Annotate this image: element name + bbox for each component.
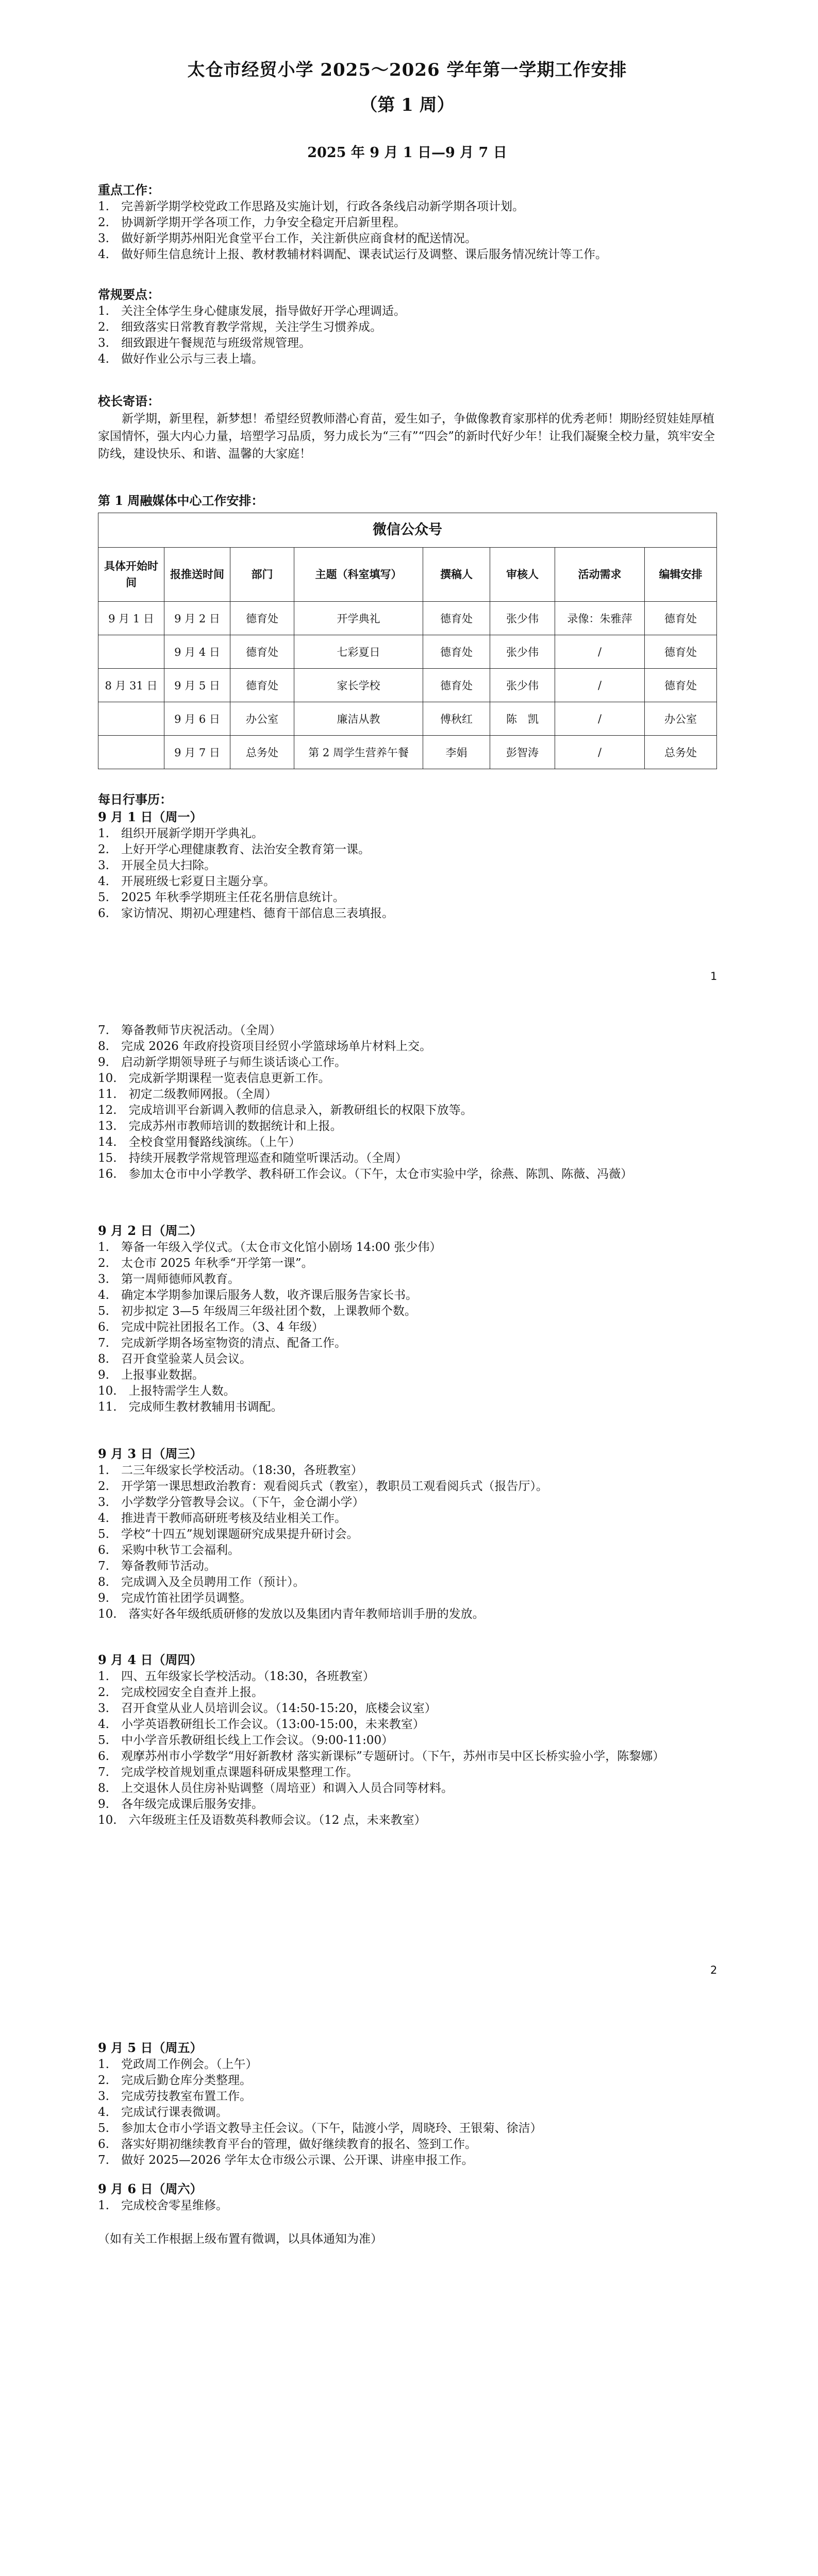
table-header-row (98, 548, 717, 602)
table-cell: 德育处 (230, 635, 294, 669)
list-item: 6. 观摩苏州市小学数学“用好新教材 落实新课标”专题研讨。（下午，苏州市吴中区长桥实验小学，陈黎娜） (98, 1750, 665, 1763)
list-item: 4. 推进青干教师高研班考核及结业相关工作。 (98, 1512, 346, 1525)
friday-section (98, 2039, 716, 2168)
table-cell (98, 736, 164, 769)
table-cell: 总务处 (645, 736, 717, 769)
list-item: 1. 完成校舍零星维修。 (98, 2199, 228, 2212)
adjustment-note: （如有关工作根据上级布置有微调，以具体通知为准） (98, 2232, 382, 2246)
list-item: 3. 召开食堂从业人员培训会议。（14:50-15:20，底楼会议室） (98, 1702, 437, 1715)
table-cell: 德育处 (423, 669, 490, 702)
table-cell: 办公室 (230, 702, 294, 736)
column-header: 活动需求 (555, 548, 645, 602)
list-item: 3. 小学数学分管教导会议。（下午，金仓湖小学） (98, 1496, 364, 1509)
list-item: 4. 确定本学期参加课后服务人数，收齐课后服务告家长书。 (98, 1289, 418, 1302)
media-heading: 第 1 周融媒体中心工作安排： (98, 493, 264, 508)
monday-continued (98, 1023, 716, 1182)
list-item: 8. 完成 2026 年政府投资项目经贸小学篮球场单片材料上交。 (98, 1040, 432, 1053)
column-header: 编辑安排 (645, 548, 717, 602)
table-cell: 9 月 7 日 (164, 736, 230, 769)
list-item: 7. 完成学校首规划重点课题科研成果整理工作。 (98, 1766, 358, 1779)
table-cell: 张少伟 (490, 669, 555, 702)
date-range: 2025 年 9 月 1 日—9 月 7 日 (307, 145, 507, 161)
list-item: 1. 完善新学期学校党政工作思路及实施计划，行政各条线启动新学期各项计划。 (98, 200, 524, 213)
table-row (98, 635, 717, 669)
routine-section (98, 286, 716, 367)
daily-section (98, 791, 716, 922)
list-item: 15. 持续开展教学常规管理巡查和随堂听课活动。（全周） (98, 1151, 408, 1165)
routine-heading: 常规要点： (98, 287, 160, 302)
table-caption: 微信公众号 (98, 513, 717, 548)
column-header: 报推送时间 (164, 548, 230, 602)
day-heading-sat: 9 月 6 日（周六） (98, 2181, 203, 2196)
day-heading-tue: 9 月 2 日（周二） (98, 1223, 203, 1238)
list-item: 8. 上交退休人员住房补贴调整（周培亚）和调入人员合同等材料。 (98, 1782, 453, 1795)
table-row (98, 602, 717, 635)
table-cell: 第 2 周学生营养午餐 (294, 736, 423, 769)
list-item: 10. 完成新学期课程一览表信息更新工作。 (98, 1072, 330, 1085)
table-cell: 德育处 (230, 602, 294, 635)
day-heading-mon: 9 月 1 日（周一） (98, 809, 203, 824)
table-cell: 家长学校 (294, 669, 423, 702)
table-row (98, 736, 717, 769)
list-item: 8. 完成调入及全员聘用工作（预计）。 (98, 1575, 305, 1589)
table-cell: / (555, 736, 645, 769)
list-item: 12. 完成培训平台新调入教师的信息录入，新教研组长的权限下放等。 (98, 1104, 473, 1117)
principal-heading: 校长寄语： (98, 394, 160, 409)
list-item: 3. 做好新学期苏州阳光食堂平台工作，关注新供应商食材的配送情况。 (98, 232, 477, 245)
table-cell: 张少伟 (490, 602, 555, 635)
list-item: 9. 启动新学期领导班子与师生谈话谈心工作。 (98, 1056, 346, 1069)
table-cell: 9 月 2 日 (164, 602, 230, 635)
list-item: 8. 召开食堂验菜人员会议。 (98, 1352, 252, 1366)
list-item: 6. 完成中院社团报名工作。（3、4 年级） (98, 1320, 324, 1334)
table-cell: 德育处 (645, 635, 717, 669)
table-cell: 廉洁从教 (294, 702, 423, 736)
table-row (98, 702, 717, 736)
thursday-section (98, 1651, 716, 1828)
list-item: 4. 小学英语教研组长工作会议。（13:00-15:00，未来教室） (98, 1718, 425, 1731)
table-cell: 9 月 6 日 (164, 702, 230, 736)
day-heading-fri: 9 月 5 日（周五） (98, 2040, 203, 2055)
list-item: 2. 细致落实日常教育教学常规，关注学生习惯养成。 (98, 320, 382, 334)
list-item: 9. 上报事业数据。 (98, 1368, 204, 1382)
list-item: 4. 开展班级七彩夏日主题分享。 (98, 875, 275, 888)
table-cell: 傅秋红 (423, 702, 490, 736)
table-cell: / (555, 635, 645, 669)
table-cell: 9 月 1 日 (98, 602, 164, 635)
list-item: 7. 筹备教师节庆祝活动。（全周） (98, 1024, 281, 1037)
table-cell: 开学典礼 (294, 602, 423, 635)
list-item: 10. 落实好各年级纸质研修的发放以及集团内青年教师培训手册的发放。 (98, 1607, 485, 1621)
list-item: 10. 上报特需学生人数。 (98, 1384, 236, 1398)
list-item: 13. 完成苏州市教师培训的数据统计和上报。 (98, 1120, 342, 1133)
column-header: 具体开始时间 (98, 548, 164, 602)
list-item: 2. 上好开学心理健康教育、法治安全教育第一课。 (98, 843, 370, 856)
list-item: 2. 太仓市 2025 年秋季“开学第一课”。 (98, 1257, 313, 1270)
day-heading-thu: 9 月 4 日（周四） (98, 1652, 203, 1667)
table-cell: 七彩夏日 (294, 635, 423, 669)
table-cell: 张少伟 (490, 635, 555, 669)
list-item: 5. 初步拟定 3—5 年级周三年级社团个数，上课教师个数。 (98, 1304, 416, 1318)
list-item: 10. 六年级班主任及语数英科教师会议。（12 点，未来教室） (98, 1814, 426, 1827)
list-item: 9. 各年级完成课后服务安排。 (98, 1798, 263, 1811)
list-item: 4. 做好师生信息统计上报、教材教辅材料调配、课表试运行及调整、课后服务情况统计等工作。 (98, 248, 607, 261)
list-item: 1. 筹备一年级入学仪式。（太仓市文化馆小剧场 14:00 张少伟） (98, 1241, 442, 1254)
list-item: 3. 开展全员大扫除。 (98, 859, 216, 872)
table-cell: 李娟 (423, 736, 490, 769)
table-cell: 8 月 31 日 (98, 669, 164, 702)
table-cell: 总务处 (230, 736, 294, 769)
table-cell: 德育处 (230, 669, 294, 702)
wednesday-section (98, 1445, 716, 1622)
list-item: 7. 完成新学期各场室物资的清点、配备工作。 (98, 1336, 346, 1350)
list-item: 5. 学校“十四五”规划课题研究成果提升研讨会。 (98, 1528, 359, 1541)
media-section (98, 492, 716, 769)
list-item: 14. 全校食堂用餐路线演练。（上午） (98, 1136, 301, 1149)
list-item: 16. 参加太仓市中小学教学、教科研工作会议。（下午，太仓市实验中学，徐燕、陈凯、陈薇、冯薇） (98, 1167, 633, 1181)
principal-message: 新学期，新里程，新梦想！希望经贸教师潜心育苗，爱生如子，争做像教育家那样的优秀老师！期盼经贸娃娃厚植家国情怀，强大内心力量，培塑学习品质，努力成长为“三有”“四会”的新时代好少年！让我们凝聚全校力量，筑牢安全防线，建设快乐、和谐、温馨的大家庭！ (98, 412, 715, 461)
list-item: 1. 关注全体学生身心健康发展，指导做好开学心理调适。 (98, 304, 406, 318)
list-item: 6. 家访情况、期初心理建档、德育干部信息三表填报。 (98, 907, 394, 920)
table-cell: 彭智涛 (490, 736, 555, 769)
list-item: 5. 2025 年秋季学期班主任花名册信息统计。 (98, 891, 345, 904)
table-cell: 德育处 (645, 669, 717, 702)
list-item: 9. 完成竹笛社团学员调整。 (98, 1591, 252, 1605)
list-item: 3. 第一周师德师风教育。 (98, 1273, 240, 1286)
daily-heading: 每日行事历： (98, 792, 172, 807)
key-points-heading: 重点工作： (98, 182, 160, 197)
list-item: 1. 组织开展新学期开学典礼。 (98, 827, 263, 840)
list-item: 6. 落实好期初继续教育平台的管理，做好继续教育的报名、签到工作。 (98, 2138, 477, 2151)
table-row (98, 669, 717, 702)
list-item: 6. 采购中秋节工会福利。 (98, 1544, 240, 1557)
column-header: 审核人 (490, 548, 555, 602)
table-cell: / (555, 702, 645, 736)
list-item: 5. 中小学音乐教研组长线上工作会议。（9:00-11:00） (98, 1734, 394, 1747)
list-item: 4. 做好作业公示与三表上墙。 (98, 352, 263, 366)
list-item: 2. 完成校园安全自查并上报。 (98, 1686, 263, 1699)
document-title: 太仓市经贸小学 2025～2026 学年第一学期工作安排 (187, 60, 627, 80)
saturday-section (98, 2180, 716, 2247)
list-item: 3. 细致跟进午餐规范与班级常规管理。 (98, 336, 311, 350)
list-item: 2. 开学第一课思想政治教育：观看阅兵式（教室），教职员工观看阅兵式（报告厅）。 (98, 1480, 548, 1493)
list-item: 2. 完成后勤仓库分类整理。 (98, 2074, 252, 2087)
table-cell: 陈 凯 (490, 702, 555, 736)
week-label: （第 1 周） (360, 95, 455, 115)
principal-section (98, 393, 716, 463)
column-header: 主题（科室填写） (294, 548, 423, 602)
column-header: 撰稿人 (423, 548, 490, 602)
list-item: 3. 完成劳技教室布置工作。 (98, 2090, 252, 2103)
media-schedule-table (98, 513, 717, 769)
table-cell: 办公室 (645, 702, 717, 736)
day-heading-wed: 9 月 3 日（周三） (98, 1446, 203, 1461)
page-number: 2 (710, 1964, 717, 1976)
list-item: 5. 参加太仓市小学语文教导主任会议。（下午，陆渡小学，周晓玲、王银菊、徐洁） (98, 2122, 542, 2135)
table-cell: 9 月 5 日 (164, 669, 230, 702)
table-cell (98, 635, 164, 669)
list-item: 1. 四、五年级家长学校活动。（18:30，各班教室） (98, 1670, 375, 1683)
table-cell: 德育处 (645, 602, 717, 635)
table-cell: 9 月 4 日 (164, 635, 230, 669)
table-cell: 德育处 (423, 635, 490, 669)
tuesday-section (98, 1222, 716, 1415)
column-header: 部门 (230, 548, 294, 602)
list-item: 7. 筹备教师节活动。 (98, 1560, 216, 1573)
page-number: 1 (710, 970, 717, 982)
key-points-section (98, 181, 716, 263)
table-cell: 录像：朱雅萍 (555, 602, 645, 635)
list-item: 11. 完成师生教材教辅用书调配。 (98, 1400, 283, 1414)
table-cell: 德育处 (423, 602, 490, 635)
table-cell: / (555, 669, 645, 702)
list-item: 1. 二三年级家长学校活动。（18:30，各班教室） (98, 1464, 363, 1477)
list-item: 1. 党政周工作例会。（上午） (98, 2058, 258, 2071)
list-item: 2. 协调新学期开学各项工作，力争安全稳定开启新里程。 (98, 216, 406, 229)
table-cell (98, 702, 164, 736)
list-item: 11. 初定二级教师网报。（全周） (98, 1088, 277, 1101)
list-item: 4. 完成试行课表微调。 (98, 2106, 228, 2119)
list-item: 7. 做好 2025—2026 学年太仓市级公示课、公开课、讲座申报工作。 (98, 2154, 474, 2167)
